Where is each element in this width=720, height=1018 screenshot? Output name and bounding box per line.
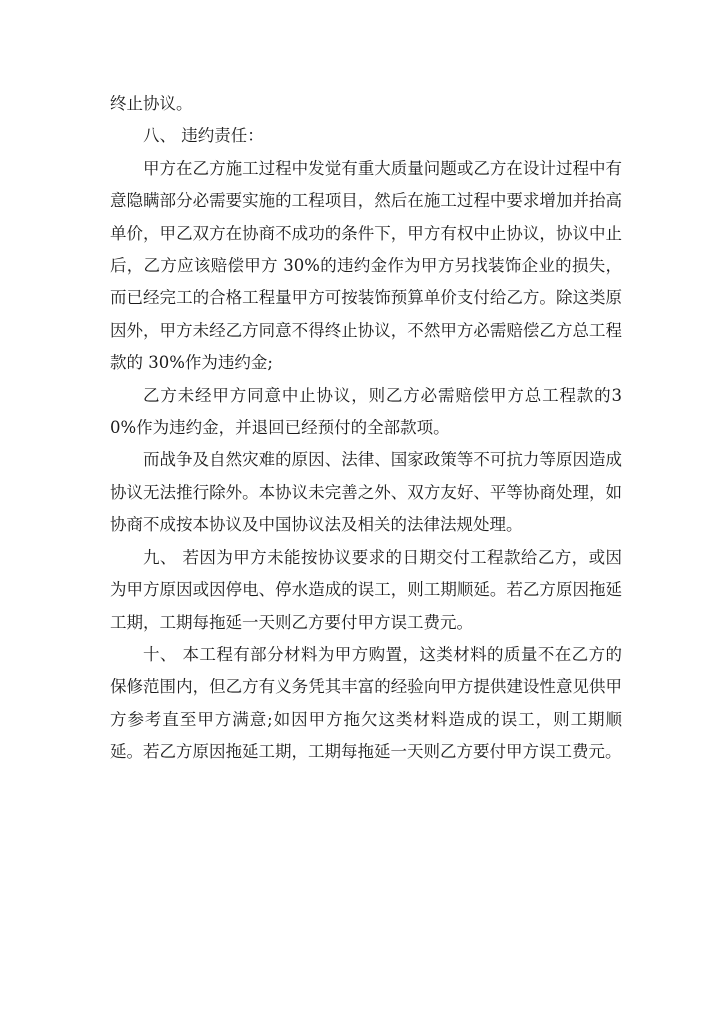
section-heading-breach-liability: 八、 违约责任： — [143, 126, 264, 146]
paragraph-section-nine: 九、 若因为甲方未能按协议要求的日期交付工程款给乙方，或因为甲方原因或因停电、停水造成的误工，则工期顺延。若乙方原因拖延工期，工期每拖延一天则乙方要付甲方误工费元。 — [110, 547, 622, 632]
paragraph-party-a-termination: 甲方在乙方施工过程中发觉有重大质量问题或乙方在设计过程中有意隐瞒部分必需要实施的工程项目，然后在施工过程中要求增加并抬高单价，甲乙双方在协商不成功的条件下，甲方有权中止协议，协议中止后，乙方应该赔偿甲方 30%的违约金作为甲方另找装饰企业的损失，而已经完工的合格工程量甲方可按装饰预算单价支付给乙方。除这类原因外，甲方未经乙方同意不得终止协议，不然甲方必需赔偿乙方总工程款的 30%作为违约金; — [110, 158, 622, 373]
paragraph-party-b-termination: 乙方未经甲方同意中止协议，则乙方必需赔偿甲方总工程款的30%作为违约金，并退回已经预付的全部款项。 — [110, 385, 622, 438]
paragraph-termination-end: 终止协议。 — [110, 94, 193, 113]
document-body — [110, 88, 622, 769]
paragraph-force-majeure: 而战争及自然灾难的原因、法律、国家政策等不可抗力等原因造成协议无法推行除外。本协议未完善之外、双方友好、平等协商处理，如协商不成按本协议及中国协议法及相关的法律法规处理。 — [110, 450, 622, 535]
paragraph-section-ten: 十、 本工程有部分材料为甲方购置，这类材料的质量不在乙方的保修范围内，但乙方有义务凭其丰富的经验向甲方提供建设性意见供甲方参考直至甲方满意;如因甲方拖欠这类材料造成的误工，则工期顺延。若乙方原因拖延工期，工期每拖延一天则乙方要付甲方误工费元。 — [110, 644, 622, 762]
